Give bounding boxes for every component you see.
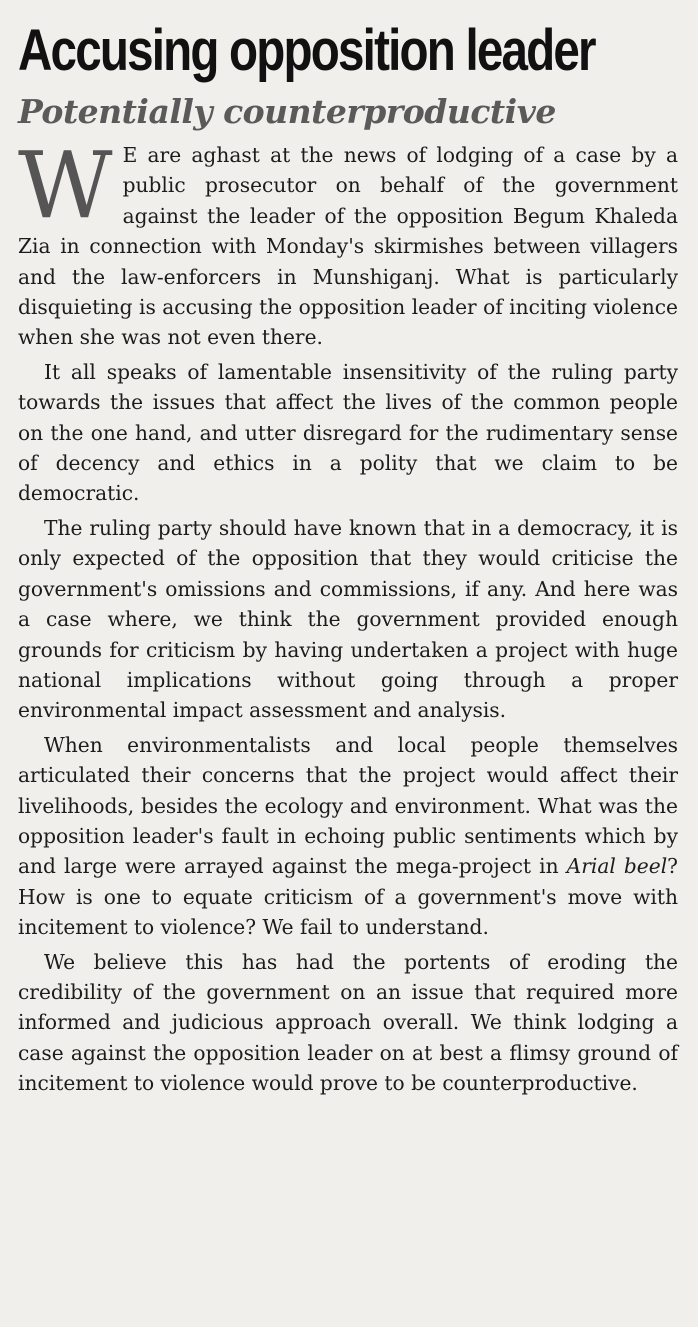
- paragraph-4-text-after: ? How is one to equate criticism of a government's move with incitement to violence? We fail to understand.: [18, 854, 678, 940]
- paragraph-4-text-before: When environmentalists and local people themselves articulated their concerns that the project would affect their livelihoods, besides the ecology and environment. What was the opposition leader's fault in echoing public sentiments which by and large were arrayed against the mega-project in: [18, 732, 678, 879]
- article-body: [18, 132, 678, 1099]
- drop-cap: W: [18, 132, 113, 239]
- place-name-italic: Arial beel: [566, 854, 668, 879]
- paragraph-1-text: E are aghast at the news of lodging of a case by a public prosecutor on behalf of the government against the leader of the opposition Begum Khaleda Zia in connection with Monday's skirmishes between villagers and the law-enforcers in Munshiganj. What is particularly disquieting is accusing the opposition leader of inciting violence when she was not even there.: [18, 143, 678, 350]
- subheadline: Potentially counterproductive: [18, 92, 556, 131]
- paragraph-3: The ruling party should have known that in a democracy, it is only expected of the opposition that they would criticise the government's omissions and commissions, if any. And here was a case where, we think the government provided enough grounds for criticism by having undertaken a project with huge national implications without going through a proper environmental impact assessment and analysis.: [18, 515, 678, 723]
- paragraph-4: [18, 730, 678, 943]
- headline: Accusing opposition leader: [18, 18, 595, 83]
- paragraph-5: We believe this has had the portents of eroding the credibility of the government on an issue that required more informed and judicious approach overall. We think lodging a case against the opposition leader on at best a flimsy ground of incitement to violence would prove to be counterproductive.: [18, 949, 678, 1096]
- paragraph-1: [18, 132, 678, 353]
- paragraph-2: It all speaks of lamentable insensitivity of the ruling party towards the issues that affect the lives of the common people on the one hand, and utter disregard for the rudimentary sense of decency and ethics in a polity that we claim to be democratic.: [18, 359, 678, 506]
